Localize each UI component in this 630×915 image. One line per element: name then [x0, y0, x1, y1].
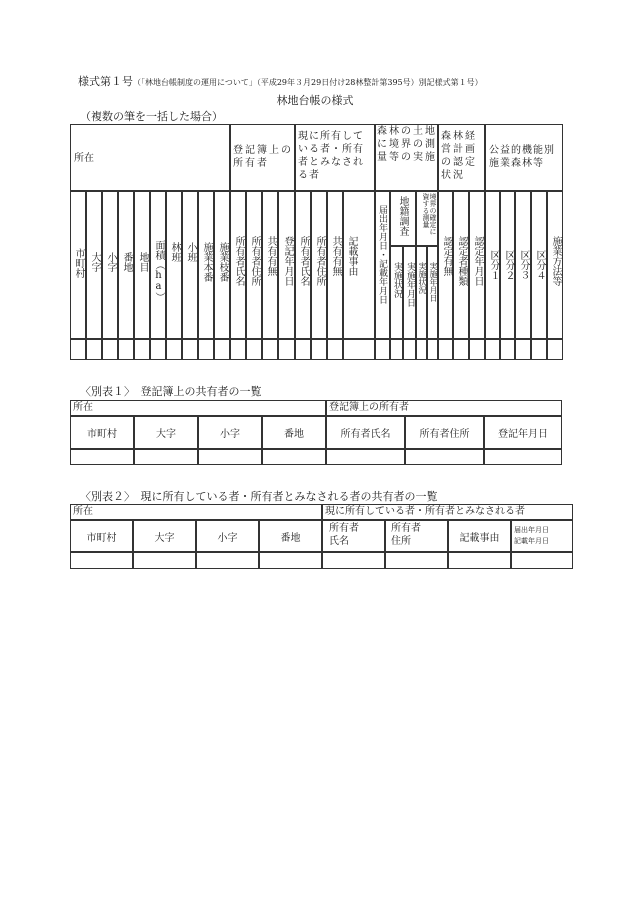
appendix2-header-notify-date: 届出年月日 [514, 526, 549, 534]
appendix2-header-shichoson: 市町村 [86, 533, 117, 544]
data-cell[interactable] [427, 339, 438, 360]
header-current-owner: 現に所有している者・所有者とみなされる者 [298, 131, 364, 181]
data-cell[interactable] [327, 339, 343, 360]
data-cell[interactable] [230, 339, 246, 360]
appendix1-header-reg-date: 登記年月日 [498, 429, 548, 440]
appendix2-header-owner: 現に所有している者・所有者とみなされる者 [325, 506, 525, 517]
data-cell[interactable] [343, 339, 375, 360]
header-cert-flag: 認定有無 [441, 236, 452, 276]
appendix2-group-location [70, 504, 322, 520]
appendix1-header-koaza: 小字 [220, 429, 240, 440]
appendix2-header-record-date: 記載年月日 [514, 537, 549, 545]
header-confirm-status: 実施状況 [418, 262, 427, 294]
appendix1-header-owner-name: 所有者氏名 [340, 429, 391, 440]
data-cell[interactable] [70, 449, 134, 465]
appendix1-header-shichoson: 市町村 [87, 429, 117, 440]
form-number-label: 様式第１号 [78, 75, 133, 88]
header-boundary-survey: 森林の土地に境界の測量等の実施 [377, 126, 437, 163]
header-reg-date: 登記年月日 [282, 236, 293, 286]
appendix2-header-banchi: 番地 [280, 533, 301, 544]
data-cell[interactable] [134, 449, 198, 465]
col-cell-rinpan [166, 191, 182, 339]
data-cell[interactable] [515, 339, 531, 360]
header-record-reason: 記載事由 [346, 236, 357, 276]
header-cur-owner-addr: 所有者住所 [314, 236, 325, 286]
data-cell[interactable] [405, 449, 484, 465]
form-reference: （「林地台帳制度の運用について」（平成29年３月29日付け28林整計第395号）別記様式第１号） [133, 78, 483, 87]
data-cell[interactable] [390, 339, 403, 360]
header-survey-status: 実施状況 [392, 262, 402, 298]
appendix1-title: 〈別表１〉 登記簿上の共有者の一覧 [80, 385, 262, 398]
appendix2-header-record-reason: 記載事由 [459, 533, 500, 544]
header-registry-owner: 登記簿上の所有者 [233, 145, 293, 169]
appendix2-header-owner-name: 所有者氏名 [329, 523, 359, 547]
data-cell[interactable] [453, 339, 469, 360]
data-cell[interactable] [198, 449, 262, 465]
header-kubun4: 区分４ [534, 250, 545, 280]
header-kubun2: 区分２ [503, 250, 514, 280]
header-oaza: 大字 [89, 252, 100, 272]
data-cell[interactable] [182, 339, 198, 360]
document-subtitle: （複数の筆を一括した場合） [80, 110, 223, 123]
header-cadastral: 地籍調査 [397, 196, 408, 236]
data-cell[interactable] [262, 449, 326, 465]
data-cell[interactable] [531, 339, 547, 360]
appendix2-header-location: 所在 [73, 506, 93, 517]
data-cell[interactable] [416, 339, 427, 360]
header-reg-owner-addr: 所有者住所 [249, 236, 260, 286]
data-cell[interactable] [198, 339, 214, 360]
header-reg-co-owner: 共有有無 [265, 236, 276, 276]
data-cell[interactable] [547, 339, 563, 360]
data-cell[interactable] [448, 552, 511, 569]
data-cell[interactable] [469, 339, 485, 360]
data-cell[interactable] [246, 339, 262, 360]
header-sekyo-honban: 施業本番 [201, 242, 212, 282]
header-menseki: 面積（ha） [153, 240, 164, 302]
header-confirm-date: 実施年月日 [429, 262, 438, 302]
document-title: 林地台帳の様式 [276, 94, 354, 107]
appendix2-header-koaza: 小字 [217, 533, 238, 544]
header-rinpan: 林班 [169, 242, 180, 262]
data-cell[interactable] [214, 339, 230, 360]
data-cell[interactable] [311, 339, 327, 360]
header-shichoson: 市町村 [73, 248, 84, 278]
data-cell[interactable] [150, 339, 166, 360]
appendix1-header-oaza: 大字 [156, 429, 176, 440]
form-number [78, 73, 483, 89]
data-cell[interactable] [118, 339, 134, 360]
data-cell[interactable] [385, 552, 448, 569]
data-cell[interactable] [133, 552, 196, 569]
header-cur-owner-name: 所有者氏名 [298, 236, 309, 286]
data-cell[interactable] [485, 339, 500, 360]
header-cert-date: 認定年月日 [472, 236, 483, 286]
data-cell[interactable] [484, 449, 562, 465]
data-cell[interactable] [500, 339, 515, 360]
data-cell[interactable] [375, 339, 390, 360]
header-location: 所在 [74, 153, 94, 164]
appendix1-header-owner: 登記簿上の所有者 [329, 402, 409, 413]
header-notify-date: 届出年月日・記載年月日 [377, 205, 387, 304]
data-cell[interactable] [326, 449, 405, 465]
header-sekyo-edaban: 施業枝番 [217, 242, 228, 282]
appendix1-group-location [70, 400, 326, 416]
header-cert-type: 認定者種類 [456, 236, 467, 286]
data-cell[interactable] [322, 552, 385, 569]
appendix2-header-owner-addr: 所有者住所 [391, 523, 421, 547]
appendix1-header-owner-addr: 所有者住所 [419, 429, 470, 440]
appendix2-title: 〈別表２〉 現に所有している者・所有者とみなされる者の共有者の一覧 [80, 490, 438, 503]
header-banchi: 番地 [121, 252, 132, 272]
data-cell[interactable] [86, 339, 102, 360]
header-kubun3: 区分３ [518, 250, 529, 280]
data-cell[interactable] [70, 552, 133, 569]
appendix1-header-location: 所在 [73, 402, 93, 413]
header-kubun1: 区分１ [488, 250, 499, 280]
data-cell[interactable] [511, 552, 573, 569]
data-cell[interactable] [166, 339, 182, 360]
data-cell[interactable] [403, 339, 416, 360]
header-survey-date: 実施年月日 [405, 262, 415, 307]
header-boundary-confirm: 境界の確定に資する測量 [422, 193, 437, 235]
header-reg-owner-name: 所有者氏名 [233, 236, 244, 286]
header-shohan: 小班 [185, 242, 196, 262]
data-cell[interactable] [102, 339, 118, 360]
header-forest-plan: 森林経営計画の認定状況 [441, 131, 477, 181]
data-cell[interactable] [262, 339, 278, 360]
header-cur-co-owner: 共有有無 [330, 236, 341, 276]
data-cell[interactable] [438, 339, 453, 360]
appendix2-header-oaza: 大字 [154, 533, 175, 544]
header-chimoku: 地目 [137, 252, 148, 272]
col-cell-shohan [182, 191, 198, 339]
data-cell[interactable] [278, 339, 295, 360]
appendix1-header-banchi: 番地 [284, 429, 304, 440]
data-cell[interactable] [134, 339, 150, 360]
data-cell[interactable] [196, 552, 259, 569]
header-koaza: 小字 [105, 252, 116, 272]
data-cell[interactable] [295, 339, 311, 360]
header-public-function: 公益的機能別施業森林等 [489, 145, 555, 169]
data-cell[interactable] [70, 339, 86, 360]
header-method: 施業方法等 [550, 236, 561, 286]
data-cell[interactable] [259, 552, 322, 569]
